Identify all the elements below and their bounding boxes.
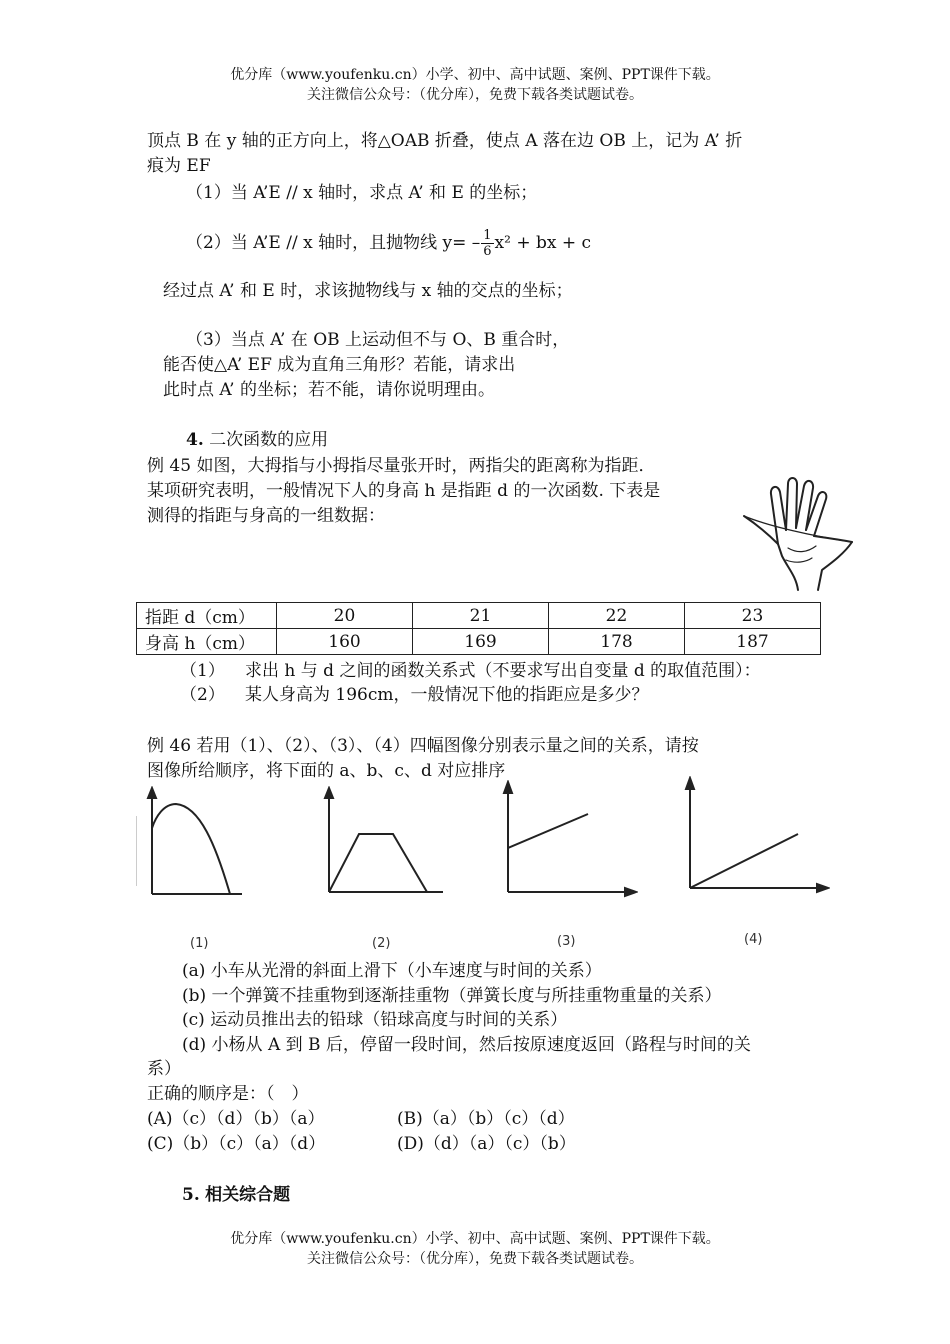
- example45-line-3: 测得的指距与身高的一组数据：: [147, 506, 385, 526]
- curve: [329, 834, 427, 892]
- problem3-question-3-line-2: 能否使△A’ EF 成为直角三角形？若能，请求出: [163, 355, 516, 375]
- curve: [508, 814, 588, 848]
- table-cell: 169: [413, 629, 549, 655]
- option-b: (B)（a）（b）（c）（d）: [397, 1109, 575, 1129]
- section4-title: 二次函数的应用: [209, 430, 329, 450]
- table-row-height: [137, 629, 821, 655]
- example45-line-1: 例 45 如图，大拇指与小拇指尽量张开时，两指尖的距离称为指距．: [147, 456, 656, 476]
- fraction-one-sixth: [481, 228, 493, 259]
- answer-prompt: 正确的顺序是：（ ）: [147, 1084, 309, 1104]
- x-axis-arrow-icon: [625, 888, 636, 896]
- fraction-denominator: 6: [483, 244, 492, 259]
- table-cell: 187: [685, 629, 821, 655]
- curve: [690, 834, 798, 888]
- table-cell: 21: [413, 603, 549, 629]
- graph-1-label: (1): [190, 936, 209, 951]
- graph-2-trapezoid: [317, 786, 447, 898]
- graph-3-line-intercept: [498, 780, 638, 898]
- section4-number: 4.: [186, 430, 204, 450]
- table-row-finger-span: [137, 603, 821, 629]
- problem3-line-2: 痕为 EF: [147, 156, 211, 176]
- hand-span-illustration: [738, 472, 856, 592]
- y-axis-arrow-icon: [686, 778, 694, 789]
- example45-q1-text: 求出 h 与 d 之间的函数关系式（不要求写出自变量 d 的取值范围）：: [245, 661, 761, 681]
- y-axis-arrow-icon: [148, 788, 156, 798]
- table-cell: 23: [685, 603, 821, 629]
- table-cell: 160: [277, 629, 413, 655]
- item-a: (a) 小车从光滑的斜面上滑下（小车速度与时间的关系）: [182, 961, 602, 981]
- footer-line-1: 优分库（www.youfenku.cn）小学、初中、高中试题、案例、PPT课件下载。: [230, 1231, 720, 1247]
- option-c: (C)（b）（c）（a）（d）: [147, 1134, 326, 1154]
- x-axis-arrow-icon: [817, 884, 828, 892]
- option-d: (D)（d）（a）（c）（b）: [397, 1134, 576, 1154]
- section4-heading: [186, 425, 328, 450]
- item-d: (d) 小杨从 A 到 B 后，停留一段时间，然后按原速度返回（路程与时间的关: [182, 1035, 751, 1055]
- problem3-line-1: 顶点 B 在 y 轴的正方向上，将△OAB 折叠，使点 A 落在边 OB 上，记为 A’ 折: [147, 131, 743, 151]
- table-cell: 178: [549, 629, 685, 655]
- fraction-numerator: 1: [483, 228, 492, 243]
- section5-number: 5.: [182, 1185, 200, 1205]
- finger-span-height-table: [136, 602, 821, 655]
- footer-line-2: 关注微信公众号：（优分库），免费下载各类试题试卷。: [307, 1251, 643, 1267]
- example45-line-2: 某项研究表明，一般情况下人的身高 h 是指距 d 的一次函数. 下表是: [147, 481, 661, 501]
- example45-q2-text: 某人身高为 196cm，一般情况下他的指距应是多少？: [245, 685, 649, 705]
- problem3-question-1: （1）当 A’E // x 轴时，求点 A’ 和 E 的坐标；: [186, 183, 538, 203]
- curve: [152, 804, 230, 894]
- graph-2-label: (2): [372, 936, 391, 951]
- header-line-1: 优分库（www.youfenku.cn）小学、初中、高中试题、案例、PPT课件下载。: [230, 67, 720, 83]
- item-b: (b) 一个弹簧不挂重物到逐渐挂重物（弹簧长度与所挂重物重量的关系）: [182, 986, 722, 1006]
- example46-line-2: 图像所给顺序，将下面的 a、b、c、d 对应排序: [147, 761, 506, 781]
- problem3-question-3-line-3: 此时点 A’ 的坐标；若不能，请你说明理由。: [163, 380, 495, 400]
- header-line-2: 关注微信公众号：（优分库），免费下载各类试题试卷。: [307, 87, 643, 103]
- table-cell: 22: [549, 603, 685, 629]
- problem3-question-2: [186, 228, 591, 259]
- graph-4-label: (4): [744, 932, 763, 947]
- table-cell: 20: [277, 603, 413, 629]
- option-a: (A)（c）（d）（b）（a）: [147, 1109, 325, 1129]
- y-axis-arrow-icon: [325, 788, 333, 798]
- item-c: (c) 运动员推出去的铅球（铅球高度与时间的关系）: [182, 1010, 568, 1030]
- section5-title: 相关综合题: [205, 1185, 291, 1205]
- problem3-question-3-line-1: （3）当点 A’ 在 OB 上运动但不与 O、B 重合时，: [186, 330, 570, 350]
- q2-suffix: x² + bx + c: [494, 233, 592, 253]
- section5-heading: [182, 1180, 290, 1205]
- table-row-label: 指距 d（cm）: [137, 603, 277, 629]
- problem3-question-2-cont: 经过点 A’ 和 E 时，求该抛物线与 x 轴的交点的坐标；: [163, 281, 573, 301]
- graph-4-line-origin: [680, 776, 830, 894]
- q2-prefix: （2）当 A’E // x 轴时，且抛物线 y= –: [186, 233, 481, 253]
- example45-q1-number: （1）: [180, 661, 225, 681]
- graph-1-parabola: [136, 786, 246, 898]
- table-row-label: 身高 h（cm）: [137, 629, 277, 655]
- y-axis-arrow-icon: [504, 782, 512, 793]
- item-d-continued: 系）: [147, 1059, 181, 1079]
- example45-q2-number: （2）: [180, 685, 225, 705]
- graph-3-label: (3): [557, 934, 576, 949]
- example46-line-1: 例 46 若用（1）、（2）、（3）、（4）四幅图像分别表示量之间的关系，请按: [147, 736, 699, 756]
